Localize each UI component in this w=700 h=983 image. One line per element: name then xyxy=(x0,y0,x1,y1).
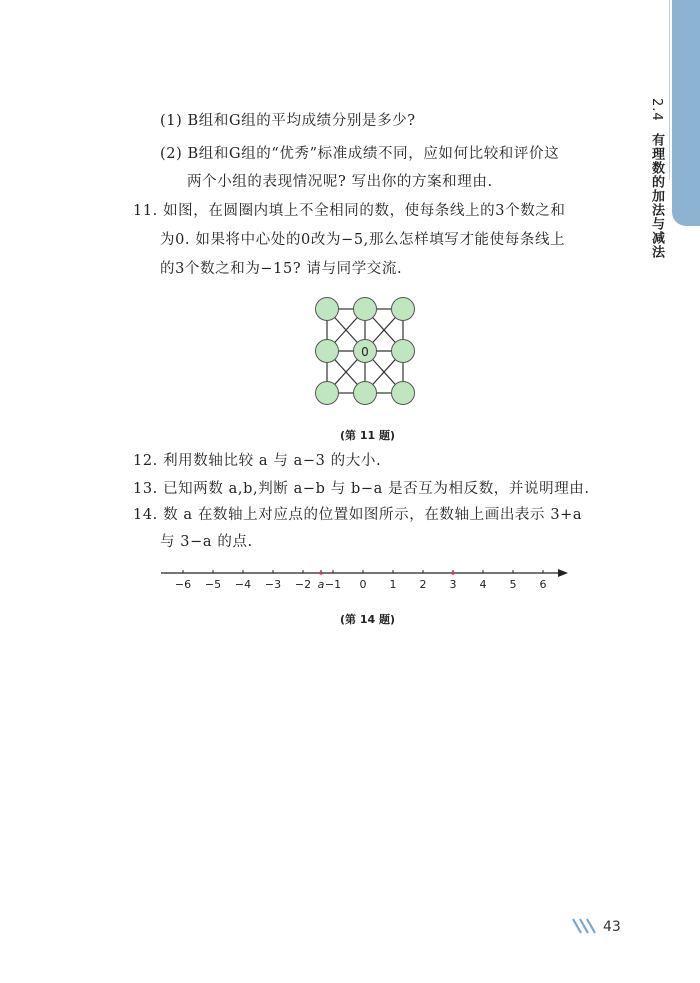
tick-label-a: a xyxy=(317,578,325,591)
question-13: 13. 已知两数 a,b,判断 a−b 与 b−a 是否互为相反数，并说明理由. xyxy=(133,481,590,497)
tick-label: 1 xyxy=(389,578,397,591)
grid-circle xyxy=(392,382,415,405)
grid-circle xyxy=(316,340,339,363)
question-11-line-2: 为0. 如果将中心处的0改为−5,那么怎样填写才能使每条线上 xyxy=(160,232,566,248)
tick-label: 3 xyxy=(449,578,457,591)
page-number: 43 xyxy=(603,919,621,935)
chapter-side-tab xyxy=(672,0,700,226)
question-10-part-2-cont: 两个小组的表现情况呢? 写出你的方案和理由. xyxy=(187,174,493,190)
grid-circle xyxy=(316,298,339,321)
question-11-line-1: 11. 如图，在圆圈内填上不全相同的数，使每条线上的3个数之和 xyxy=(133,203,566,219)
question-10-part-1: (1) B组和G组的平均成绩分别是多少? xyxy=(160,113,416,129)
grid-circle xyxy=(354,298,377,321)
tick-label: −4 xyxy=(234,578,252,591)
tick-label: −3 xyxy=(264,578,282,591)
grid-circle xyxy=(316,382,339,405)
figure-14-caption: (第 14 题) xyxy=(340,613,396,626)
tick-label: 2 xyxy=(419,578,427,591)
footer-decoration-icon xyxy=(571,917,601,935)
question-14-line-1: 14. 数 a 在数轴上对应点的位置如图所示，在数轴上画出表示 3+a xyxy=(133,507,583,523)
point-marker xyxy=(451,571,455,575)
tick-label: 5 xyxy=(509,578,517,591)
tick-label: 6 xyxy=(539,578,547,591)
section-title: 有理数的加法与减法 xyxy=(649,133,664,260)
section-number: 2.4 xyxy=(649,98,664,122)
question-12: 12. 利用数轴比较 a 与 a−3 的大小. xyxy=(133,453,382,469)
tick-label: 0 xyxy=(359,578,367,591)
question-11-line-3: 的3个数之和为−15? 请与同学交流. xyxy=(160,261,403,277)
figure-11-circle-grid xyxy=(308,292,420,410)
chapter-section-label xyxy=(644,98,666,259)
center-value: 0 xyxy=(361,345,369,359)
side-tab-edge xyxy=(669,0,670,180)
point-marker xyxy=(319,571,323,575)
question-14-line-2: 与 3−a 的点. xyxy=(160,534,253,550)
figure-14-number-line xyxy=(158,562,574,598)
figure-11-caption: (第 11 题) xyxy=(340,429,396,442)
grid-circle xyxy=(354,382,377,405)
tick-label: −2 xyxy=(294,578,312,591)
tick-label: −5 xyxy=(204,578,222,591)
tick-label: −6 xyxy=(174,578,192,591)
tick-label: 4 xyxy=(479,578,487,591)
grid-circle xyxy=(392,340,415,363)
question-10-part-2: (2) B组和G组的“优秀”标准成绩不同，应如何比较和评价这 xyxy=(160,146,560,162)
grid-circle xyxy=(392,298,415,321)
axis-arrow xyxy=(558,569,568,577)
tick-label: −1 xyxy=(324,578,342,591)
